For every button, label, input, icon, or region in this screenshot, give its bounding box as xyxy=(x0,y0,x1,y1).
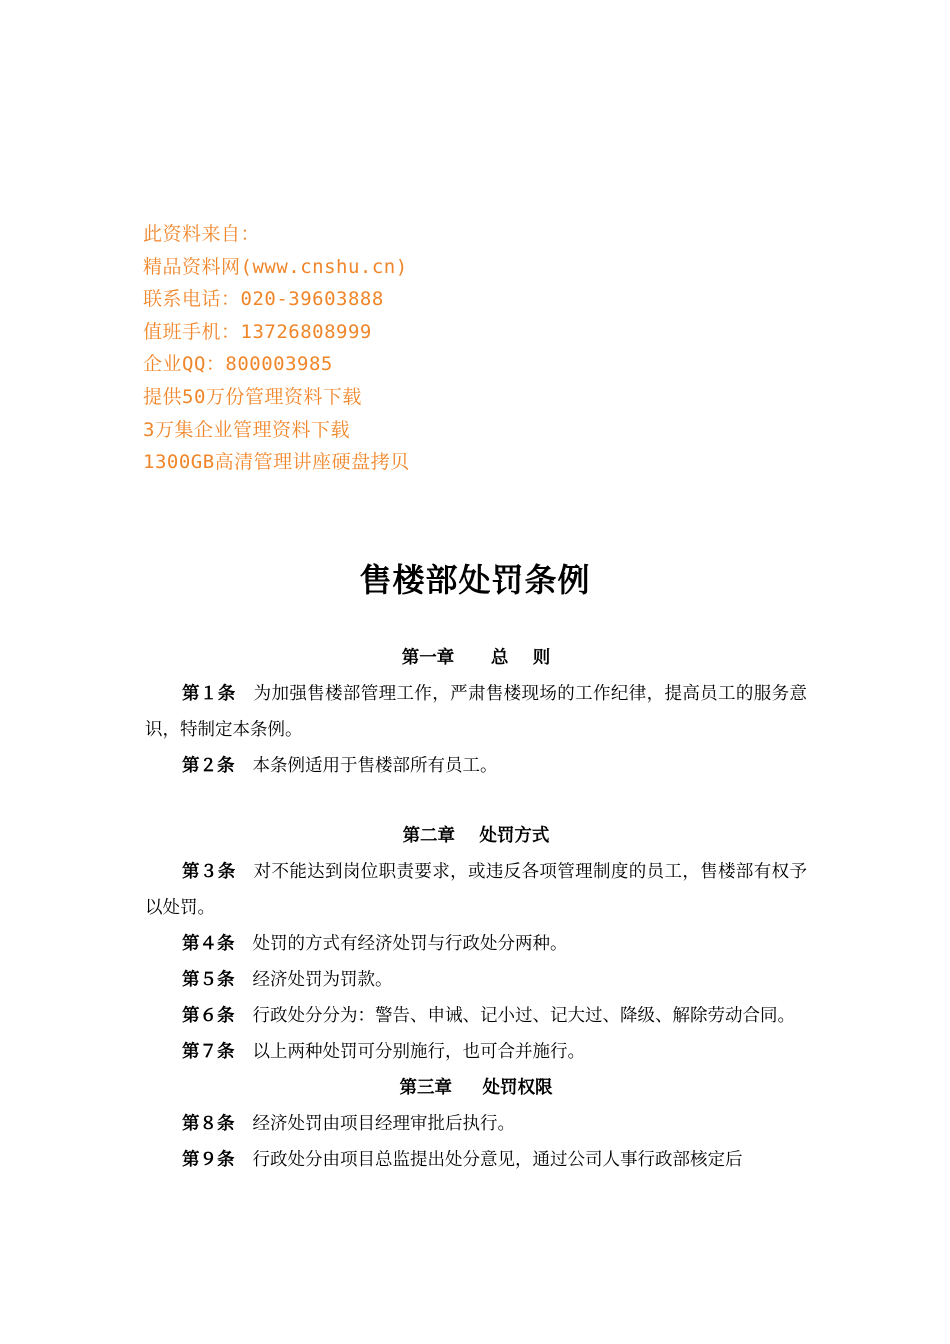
article-number: 第８条 xyxy=(182,1114,235,1134)
article-number: 第１条 xyxy=(182,684,236,704)
article-2 xyxy=(145,748,807,784)
article-4 xyxy=(145,926,807,962)
article-text: 本条例适用于售楼部所有员工。 xyxy=(252,756,498,776)
source-line-offer-2: 3万集企业管理资料下载 xyxy=(143,418,350,441)
article-number: 第５条 xyxy=(182,970,235,990)
article-text: 为加强售楼部管理工作，严肃售楼现场的工作纪律，提高员工的服务意识，特制定本条例。 xyxy=(145,684,808,740)
article-1 xyxy=(145,676,807,748)
article-7 xyxy=(145,1034,807,1070)
source-line-qq: 企业QQ：800003985 xyxy=(143,353,333,376)
document-title: 售楼部处罚条例 xyxy=(359,561,591,599)
article-text: 经济处罚为罚款。 xyxy=(252,970,393,990)
article-number: 第６条 xyxy=(182,1006,235,1026)
article-number: 第９条 xyxy=(182,1150,235,1170)
article-text: 行政处分分为：警告、申诫、记小过、记大过、降级、解除劳动合同。 xyxy=(252,1006,795,1026)
article-8 xyxy=(145,1106,807,1142)
chapter-1-heading: 第一章 总 则 xyxy=(401,648,551,668)
source-line-offer-3: 1300GB高清管理讲座硬盘拷贝 xyxy=(143,451,410,474)
source-info-block xyxy=(143,218,703,479)
article-6 xyxy=(145,998,807,1034)
article-5 xyxy=(145,962,807,998)
section-spacer xyxy=(145,784,807,818)
article-text: 以上两种处罚可分别施行，也可合并施行。 xyxy=(252,1042,585,1062)
article-9 xyxy=(145,1142,807,1178)
source-line-phone: 联系电话：020-39603888 xyxy=(143,288,384,311)
article-number: 第４条 xyxy=(182,934,235,954)
article-3 xyxy=(145,854,807,926)
article-number: 第２条 xyxy=(182,756,235,776)
source-line-offer-1: 提供50万份管理资料下载 xyxy=(143,385,362,408)
article-text: 经济处罚由项目经理审批后执行。 xyxy=(252,1114,515,1134)
article-text: 处罚的方式有经济处罚与行政处分两种。 xyxy=(252,934,568,954)
article-text: 行政处分由项目总监提出处分意见，通过公司人事行政部核定后 xyxy=(252,1150,743,1170)
source-line-mobile: 值班手机：13726808999 xyxy=(143,320,372,343)
chapter-3-heading: 第三章 处罚权限 xyxy=(399,1078,553,1098)
source-line-intro: 此资料来自： xyxy=(143,223,261,245)
article-text: 对不能达到岗位职责要求，或违反各项管理制度的员工，售楼部有权予以处罚。 xyxy=(145,862,808,918)
document-body xyxy=(145,640,807,1178)
source-line-website: 精品资料网(www.cnshu.cn) xyxy=(143,255,408,278)
chapter-2-heading: 第二章 处罚方式 xyxy=(402,826,550,846)
article-number: 第７条 xyxy=(182,1042,235,1062)
article-number: 第３条 xyxy=(182,862,236,882)
